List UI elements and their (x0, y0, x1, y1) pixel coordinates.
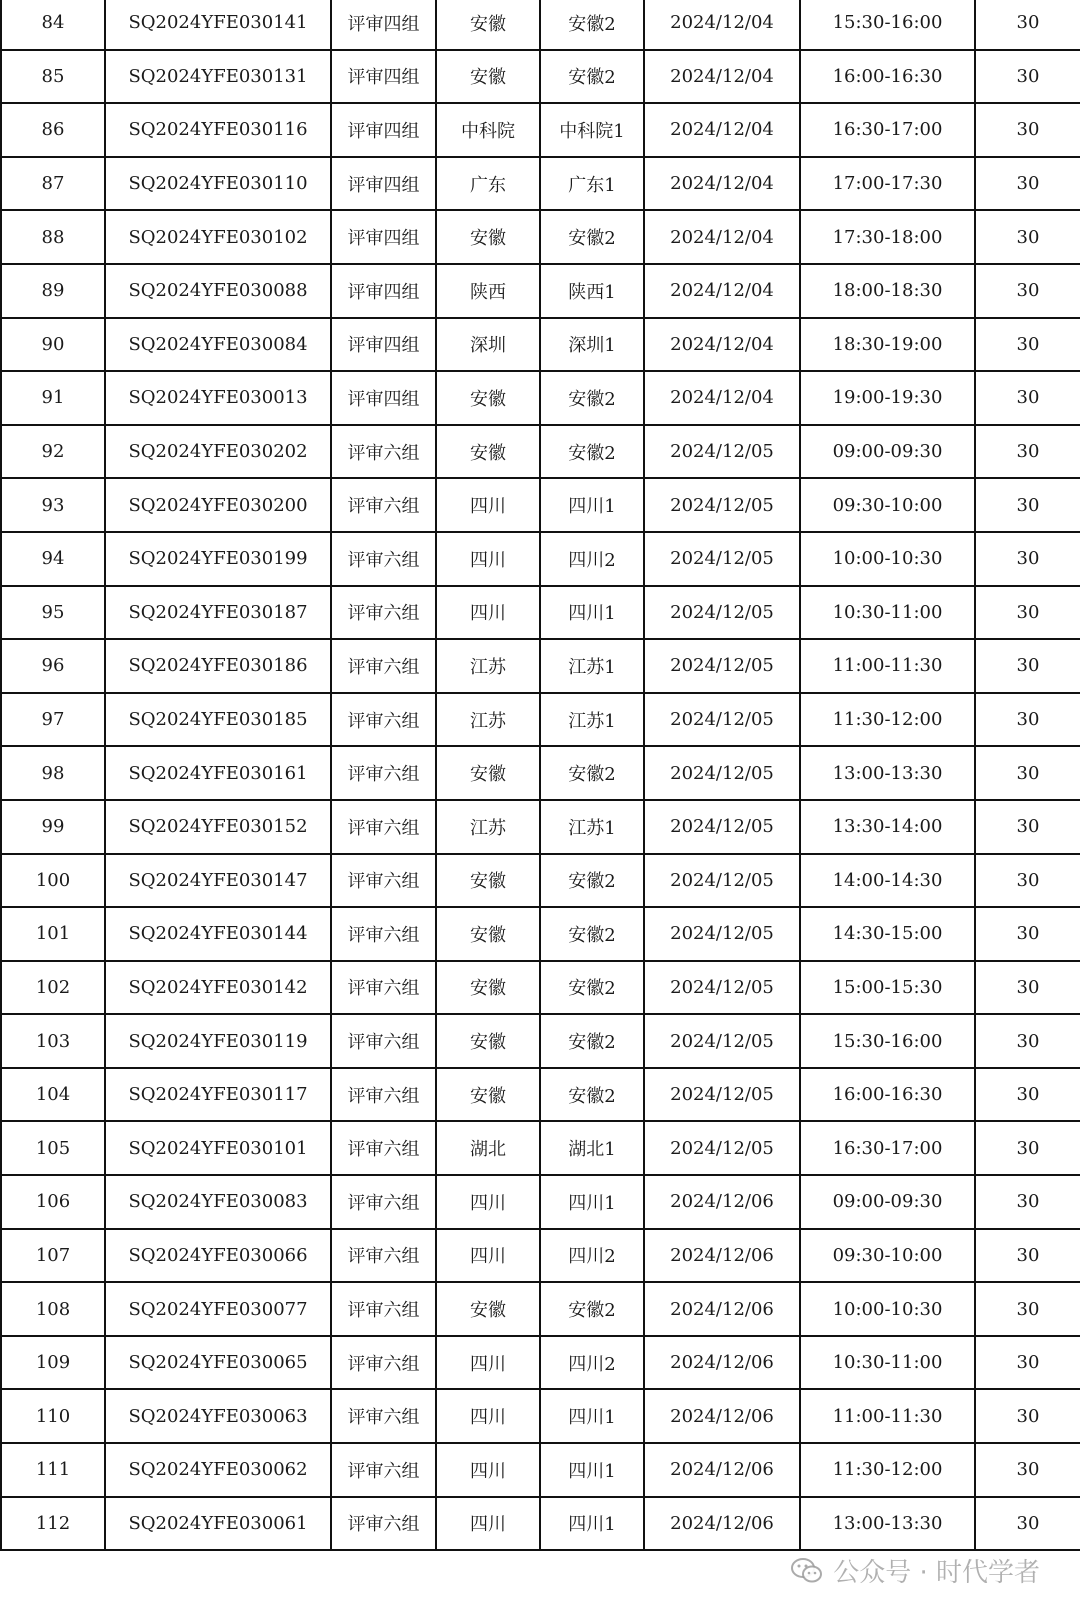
cell-date: 2024/12/06 (644, 1336, 800, 1390)
cell-date: 2024/12/05 (644, 854, 800, 908)
cell-region: 四川 (436, 1389, 540, 1443)
cell-time-slot: 10:30-11:00 (800, 1336, 975, 1390)
cell-row-number: 107 (1, 1229, 105, 1283)
cell-review-group: 评审六组 (331, 854, 436, 908)
cell-date: 2024/12/05 (644, 693, 800, 747)
cell-review-group: 评审六组 (331, 1336, 436, 1390)
cell-region: 安徽 (436, 1014, 540, 1068)
cell-region: 陕西 (436, 264, 540, 318)
cell-sub-region: 中科院1 (540, 103, 644, 157)
cell-duration: 30 (975, 1336, 1080, 1390)
cell-region: 四川 (436, 1497, 540, 1551)
cell-region: 四川 (436, 1443, 540, 1497)
cell-review-group: 评审四组 (331, 264, 436, 318)
cell-row-number: 86 (1, 103, 105, 157)
cell-row-number: 96 (1, 639, 105, 693)
cell-sub-region: 四川1 (540, 586, 644, 640)
cell-project-code: SQ2024YFE030199 (105, 532, 331, 586)
cell-date: 2024/12/04 (644, 50, 800, 104)
cell-region: 安徽 (436, 371, 540, 425)
table-row (1, 1014, 1080, 1068)
cell-date: 2024/12/04 (644, 157, 800, 211)
cell-row-number: 101 (1, 907, 105, 961)
cell-review-group: 评审六组 (331, 746, 436, 800)
cell-sub-region: 安徽2 (540, 854, 644, 908)
cell-time-slot: 09:00-09:30 (800, 425, 975, 479)
cell-project-code: SQ2024YFE030147 (105, 854, 331, 908)
cell-row-number: 88 (1, 210, 105, 264)
cell-time-slot: 10:00-10:30 (800, 1282, 975, 1336)
cell-time-slot: 10:30-11:00 (800, 586, 975, 640)
cell-time-slot: 16:30-17:00 (800, 103, 975, 157)
cell-project-code: SQ2024YFE030142 (105, 961, 331, 1015)
cell-date: 2024/12/06 (644, 1282, 800, 1336)
cell-date: 2024/12/05 (644, 800, 800, 854)
cell-review-group: 评审六组 (331, 425, 436, 479)
cell-project-code: SQ2024YFE030131 (105, 50, 331, 104)
cell-duration: 30 (975, 1175, 1080, 1229)
cell-sub-region: 四川1 (540, 1389, 644, 1443)
table-row (1, 50, 1080, 104)
cell-project-code: SQ2024YFE030062 (105, 1443, 331, 1497)
cell-date: 2024/12/04 (644, 371, 800, 425)
wechat-icon (791, 1557, 823, 1585)
cell-project-code: SQ2024YFE030101 (105, 1121, 331, 1175)
cell-project-code: SQ2024YFE030066 (105, 1229, 331, 1283)
table-row (1, 1336, 1080, 1390)
cell-project-code: SQ2024YFE030185 (105, 693, 331, 747)
cell-region: 四川 (436, 1175, 540, 1229)
cell-review-group: 评审六组 (331, 693, 436, 747)
table-row (1, 318, 1080, 372)
cell-duration: 30 (975, 371, 1080, 425)
cell-review-group: 评审六组 (331, 1014, 436, 1068)
table-row (1, 1121, 1080, 1175)
cell-sub-region: 安徽2 (540, 210, 644, 264)
cell-row-number: 103 (1, 1014, 105, 1068)
table-row (1, 532, 1080, 586)
table-row (1, 1282, 1080, 1336)
cell-review-group: 评审六组 (331, 800, 436, 854)
cell-review-group: 评审六组 (331, 907, 436, 961)
table-row (1, 371, 1080, 425)
cell-time-slot: 15:00-15:30 (800, 961, 975, 1015)
cell-duration: 30 (975, 586, 1080, 640)
cell-region: 江苏 (436, 693, 540, 747)
cell-sub-region: 四川1 (540, 1443, 644, 1497)
cell-duration: 30 (975, 0, 1080, 50)
cell-region: 安徽 (436, 425, 540, 479)
cell-row-number: 109 (1, 1336, 105, 1390)
cell-duration: 30 (975, 264, 1080, 318)
cell-region: 中科院 (436, 103, 540, 157)
cell-duration: 30 (975, 103, 1080, 157)
cell-review-group: 评审六组 (331, 1282, 436, 1336)
cell-date: 2024/12/06 (644, 1229, 800, 1283)
cell-region: 安徽 (436, 210, 540, 264)
table-row (1, 907, 1080, 961)
cell-region: 广东 (436, 157, 540, 211)
cell-row-number: 93 (1, 478, 105, 532)
cell-date: 2024/12/05 (644, 1068, 800, 1122)
cell-sub-region: 四川1 (540, 1497, 644, 1551)
cell-review-group: 评审六组 (331, 1443, 436, 1497)
cell-project-code: SQ2024YFE030077 (105, 1282, 331, 1336)
cell-project-code: SQ2024YFE030119 (105, 1014, 331, 1068)
cell-duration: 30 (975, 532, 1080, 586)
cell-date: 2024/12/05 (644, 1014, 800, 1068)
cell-region: 安徽 (436, 1068, 540, 1122)
cell-row-number: 102 (1, 961, 105, 1015)
cell-region: 四川 (436, 478, 540, 532)
cell-date: 2024/12/06 (644, 1175, 800, 1229)
cell-time-slot: 15:30-16:00 (800, 0, 975, 50)
cell-time-slot: 11:30-12:00 (800, 1443, 975, 1497)
cell-region: 四川 (436, 1336, 540, 1390)
cell-sub-region: 安徽2 (540, 1282, 644, 1336)
cell-row-number: 105 (1, 1121, 105, 1175)
cell-review-group: 评审四组 (331, 318, 436, 372)
cell-date: 2024/12/05 (644, 961, 800, 1015)
cell-duration: 30 (975, 961, 1080, 1015)
cell-date: 2024/12/05 (644, 478, 800, 532)
table-row (1, 1443, 1080, 1497)
cell-region: 安徽 (436, 0, 540, 50)
table-row (1, 157, 1080, 211)
cell-region: 安徽 (436, 746, 540, 800)
cell-review-group: 评审六组 (331, 1389, 436, 1443)
cell-duration: 30 (975, 478, 1080, 532)
cell-time-slot: 09:30-10:00 (800, 478, 975, 532)
cell-row-number: 108 (1, 1282, 105, 1336)
cell-row-number: 89 (1, 264, 105, 318)
cell-date: 2024/12/05 (644, 425, 800, 479)
cell-row-number: 104 (1, 1068, 105, 1122)
cell-sub-region: 安徽2 (540, 907, 644, 961)
cell-duration: 30 (975, 1068, 1080, 1122)
cell-review-group: 评审四组 (331, 371, 436, 425)
cell-review-group: 评审六组 (331, 961, 436, 1015)
cell-time-slot: 13:30-14:00 (800, 800, 975, 854)
cell-row-number: 84 (1, 0, 105, 50)
cell-row-number: 85 (1, 50, 105, 104)
cell-project-code: SQ2024YFE030186 (105, 639, 331, 693)
cell-row-number: 91 (1, 371, 105, 425)
cell-sub-region: 陕西1 (540, 264, 644, 318)
table-row (1, 586, 1080, 640)
watermark (791, 1552, 1040, 1589)
cell-sub-region: 安徽2 (540, 1014, 644, 1068)
cell-row-number: 92 (1, 425, 105, 479)
cell-date: 2024/12/06 (644, 1443, 800, 1497)
cell-time-slot: 11:00-11:30 (800, 639, 975, 693)
cell-row-number: 106 (1, 1175, 105, 1229)
cell-time-slot: 14:30-15:00 (800, 907, 975, 961)
cell-project-code: SQ2024YFE030065 (105, 1336, 331, 1390)
cell-row-number: 94 (1, 532, 105, 586)
cell-duration: 30 (975, 1282, 1080, 1336)
cell-time-slot: 17:30-18:00 (800, 210, 975, 264)
cell-date: 2024/12/05 (644, 907, 800, 961)
cell-date: 2024/12/05 (644, 1121, 800, 1175)
cell-row-number: 87 (1, 157, 105, 211)
cell-review-group: 评审四组 (331, 210, 436, 264)
cell-duration: 30 (975, 800, 1080, 854)
cell-duration: 30 (975, 1229, 1080, 1283)
cell-project-code: SQ2024YFE030202 (105, 425, 331, 479)
cell-region: 四川 (436, 1229, 540, 1283)
cell-date: 2024/12/04 (644, 210, 800, 264)
cell-time-slot: 14:00-14:30 (800, 854, 975, 908)
cell-duration: 30 (975, 639, 1080, 693)
cell-time-slot: 18:30-19:00 (800, 318, 975, 372)
cell-time-slot: 15:30-16:00 (800, 1014, 975, 1068)
cell-date: 2024/12/05 (644, 746, 800, 800)
cell-duration: 30 (975, 1389, 1080, 1443)
cell-sub-region: 四川1 (540, 478, 644, 532)
cell-region: 安徽 (436, 961, 540, 1015)
cell-region: 四川 (436, 586, 540, 640)
cell-project-code: SQ2024YFE030117 (105, 1068, 331, 1122)
cell-date: 2024/12/06 (644, 1389, 800, 1443)
cell-time-slot: 18:00-18:30 (800, 264, 975, 318)
cell-duration: 30 (975, 157, 1080, 211)
cell-sub-region: 安徽2 (540, 425, 644, 479)
table-row (1, 693, 1080, 747)
cell-region: 安徽 (436, 50, 540, 104)
table-row (1, 961, 1080, 1015)
cell-sub-region: 安徽2 (540, 746, 644, 800)
cell-project-code: SQ2024YFE030161 (105, 746, 331, 800)
cell-project-code: SQ2024YFE030102 (105, 210, 331, 264)
cell-date: 2024/12/05 (644, 586, 800, 640)
cell-region: 湖北 (436, 1121, 540, 1175)
cell-row-number: 97 (1, 693, 105, 747)
cell-date: 2024/12/04 (644, 264, 800, 318)
cell-sub-region: 安徽2 (540, 961, 644, 1015)
cell-region: 江苏 (436, 800, 540, 854)
cell-sub-region: 江苏1 (540, 800, 644, 854)
cell-sub-region: 江苏1 (540, 639, 644, 693)
cell-duration: 30 (975, 425, 1080, 479)
cell-duration: 30 (975, 746, 1080, 800)
cell-review-group: 评审六组 (331, 1068, 436, 1122)
cell-duration: 30 (975, 1443, 1080, 1497)
cell-row-number: 112 (1, 1497, 105, 1551)
cell-review-group: 评审六组 (331, 478, 436, 532)
table-row (1, 1389, 1080, 1443)
cell-project-code: SQ2024YFE030088 (105, 264, 331, 318)
cell-time-slot: 16:00-16:30 (800, 50, 975, 104)
cell-region: 江苏 (436, 639, 540, 693)
cell-project-code: SQ2024YFE030152 (105, 800, 331, 854)
cell-time-slot: 09:30-10:00 (800, 1229, 975, 1283)
cell-sub-region: 安徽2 (540, 50, 644, 104)
cell-review-group: 评审四组 (331, 0, 436, 50)
cell-region: 安徽 (436, 907, 540, 961)
cell-time-slot: 13:00-13:30 (800, 1497, 975, 1551)
cell-sub-region: 四川2 (540, 1336, 644, 1390)
cell-time-slot: 16:00-16:30 (800, 1068, 975, 1122)
cell-project-code: SQ2024YFE030083 (105, 1175, 331, 1229)
table-row (1, 0, 1080, 50)
cell-row-number: 90 (1, 318, 105, 372)
cell-project-code: SQ2024YFE030084 (105, 318, 331, 372)
cell-duration: 30 (975, 1014, 1080, 1068)
cell-time-slot: 09:00-09:30 (800, 1175, 975, 1229)
cell-project-code: SQ2024YFE030141 (105, 0, 331, 50)
cell-project-code: SQ2024YFE030061 (105, 1497, 331, 1551)
cell-date: 2024/12/06 (644, 1497, 800, 1551)
cell-review-group: 评审六组 (331, 532, 436, 586)
cell-project-code: SQ2024YFE030063 (105, 1389, 331, 1443)
table-row (1, 854, 1080, 908)
cell-review-group: 评审四组 (331, 50, 436, 104)
cell-row-number: 98 (1, 746, 105, 800)
cell-date: 2024/12/04 (644, 103, 800, 157)
table-row (1, 210, 1080, 264)
cell-project-code: SQ2024YFE030013 (105, 371, 331, 425)
cell-duration: 30 (975, 210, 1080, 264)
cell-time-slot: 11:30-12:00 (800, 693, 975, 747)
cell-sub-region: 江苏1 (540, 693, 644, 747)
cell-duration: 30 (975, 50, 1080, 104)
cell-project-code: SQ2024YFE030200 (105, 478, 331, 532)
cell-review-group: 评审六组 (331, 1497, 436, 1551)
cell-row-number: 99 (1, 800, 105, 854)
cell-date: 2024/12/05 (644, 639, 800, 693)
cell-date: 2024/12/05 (644, 532, 800, 586)
cell-time-slot: 16:30-17:00 (800, 1121, 975, 1175)
cell-project-code: SQ2024YFE030187 (105, 586, 331, 640)
table-row (1, 746, 1080, 800)
cell-row-number: 110 (1, 1389, 105, 1443)
cell-review-group: 评审六组 (331, 1175, 436, 1229)
table-row (1, 1068, 1080, 1122)
cell-review-group: 评审六组 (331, 1229, 436, 1283)
cell-sub-region: 四川1 (540, 1175, 644, 1229)
table-row (1, 1497, 1080, 1551)
cell-review-group: 评审四组 (331, 103, 436, 157)
table-row (1, 264, 1080, 318)
table-row (1, 425, 1080, 479)
cell-duration: 30 (975, 318, 1080, 372)
cell-review-group: 评审六组 (331, 639, 436, 693)
cell-date: 2024/12/04 (644, 318, 800, 372)
table-row (1, 639, 1080, 693)
cell-duration: 30 (975, 693, 1080, 747)
cell-duration: 30 (975, 907, 1080, 961)
cell-row-number: 100 (1, 854, 105, 908)
cell-sub-region: 深圳1 (540, 318, 644, 372)
cell-review-group: 评审六组 (331, 586, 436, 640)
cell-project-code: SQ2024YFE030116 (105, 103, 331, 157)
table-row (1, 103, 1080, 157)
cell-duration: 30 (975, 1121, 1080, 1175)
cell-sub-region: 四川2 (540, 532, 644, 586)
cell-duration: 30 (975, 1497, 1080, 1551)
cell-project-code: SQ2024YFE030110 (105, 157, 331, 211)
table-row (1, 800, 1080, 854)
cell-date: 2024/12/04 (644, 0, 800, 50)
cell-sub-region: 湖北1 (540, 1121, 644, 1175)
cell-region: 安徽 (436, 1282, 540, 1336)
cell-region: 安徽 (436, 854, 540, 908)
cell-time-slot: 13:00-13:30 (800, 746, 975, 800)
table-row (1, 1229, 1080, 1283)
watermark-text: 公众号 · 时代学者 (833, 1558, 1040, 1588)
table-row (1, 478, 1080, 532)
cell-time-slot: 19:00-19:30 (800, 371, 975, 425)
cell-sub-region: 安徽2 (540, 371, 644, 425)
cell-review-group: 评审六组 (331, 1121, 436, 1175)
cell-project-code: SQ2024YFE030144 (105, 907, 331, 961)
cell-row-number: 95 (1, 586, 105, 640)
cell-sub-region: 安徽2 (540, 1068, 644, 1122)
cell-sub-region: 广东1 (540, 157, 644, 211)
cell-region: 深圳 (436, 318, 540, 372)
cell-time-slot: 11:00-11:30 (800, 1389, 975, 1443)
cell-duration: 30 (975, 854, 1080, 908)
cell-review-group: 评审四组 (331, 157, 436, 211)
table-row (1, 1175, 1080, 1229)
cell-row-number: 111 (1, 1443, 105, 1497)
table-body (1, 0, 1080, 1550)
cell-time-slot: 17:00-17:30 (800, 157, 975, 211)
cell-time-slot: 10:00-10:30 (800, 532, 975, 586)
cell-region: 四川 (436, 532, 540, 586)
cell-sub-region: 四川2 (540, 1229, 644, 1283)
cell-sub-region: 安徽2 (540, 0, 644, 50)
